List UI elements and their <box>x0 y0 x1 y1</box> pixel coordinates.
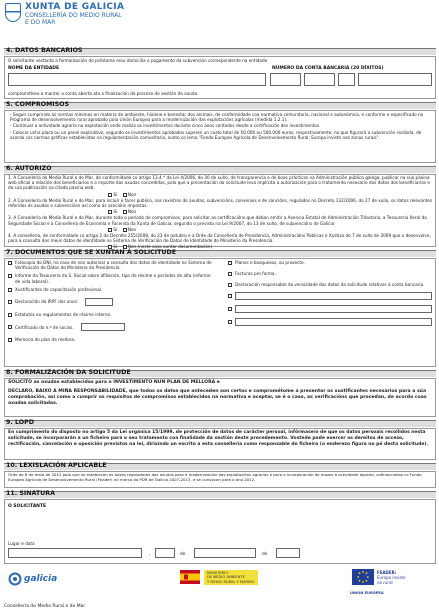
authorization-item: 1. A Consellería do Medio Rural e do Mar, de conformidade co artigo 13.4.* da Lei 4/2006, do 30 de xuño, de transparencia e de boas prácticas na Administración pública galega, publicar na súa páxina web oficial a relación dos beneficiarios e o importe das axudas concedidas, polo que a presentación da solicitude leva implícita a autorización para o tratamento necesario dos datos dos beneficiarios e da súa publicación na citada páxina web. <box>8 175 430 191</box>
doc-statutes-checkbox[interactable] <box>8 313 12 317</box>
galicia-swirl-icon <box>8 572 22 586</box>
place-input[interactable] <box>8 548 142 558</box>
galicia-logo <box>8 572 57 586</box>
section-6-title: 6. AUTORIZO <box>6 165 52 172</box>
authorization-item: 4. A consellería, de conformidade co artigo 2 do Decreto 255/2008, do 23 de outubro e a Orde da Consellería de Presidencia, Administracións Públicas e Xustiza do 7 de xullo de 2009 que o desenvolve, para a consulta dos meus datos de identidade no Sistema de Verificación de Datos de Identidade do Ministerio da Presidencia. <box>8 233 431 244</box>
doc-other-3-checkbox[interactable] <box>228 320 232 324</box>
year-input[interactable] <box>276 548 300 558</box>
document-item <box>8 312 213 317</box>
document-item <box>228 260 432 265</box>
section-11-title: 11. SINATURA <box>6 490 56 497</box>
doc-ss-checkbox[interactable] <box>8 274 12 278</box>
account-number-label: NÚMERO DA CONTA BANCARIA (20 DÍXITOS) <box>272 66 384 71</box>
declaration-statement: DECLARO, BAIXO A MIÑA RESPONSABILIDADE, que todos os datos que anteceden son certos e comprométome a presentar os xustificantes necesarios para a súa comprobación, así como a cumprir os requisitos de compromisos establecidos na normativa e aceptar, se é o caso, as verificacións que procedan, de acordo coas axudas solicitadas. <box>8 389 427 406</box>
document-item <box>8 337 213 342</box>
department-name <box>25 12 122 26</box>
xunta-shield-icon <box>5 3 21 22</box>
auth-1-yes-checkbox[interactable] <box>108 193 112 197</box>
doc-other-1-input[interactable] <box>235 292 432 300</box>
doc-plan-label: Memoria do plan de mellora. <box>15 337 76 343</box>
authorizations-list <box>8 175 432 250</box>
account-office-input[interactable] <box>304 73 335 86</box>
doc-invoices-label: Facturas pro forma. <box>235 271 276 277</box>
no-note-label: Non (neste caso xuntar documentación) <box>127 244 213 250</box>
section-9-band <box>4 420 436 427</box>
lopd-text: En cumprimento do disposto no artigo 5 da Lei orgánica 15/1999, de protección de datos de carácter persoal, infórmase/o de que os datos persoais recollidos nesta solicitude, se incorporarán a un ficheiro para o seu tratamento coa finalidade da xestión deste procedemento. Vostede pode exercer os dereitos de acceso, rectificación, cancelación e oposición previstos na lei, dirixindo un escrito a esta consellería como responsable do ficheiro (o enderezo figura no pé desta solicitude). <box>8 430 429 447</box>
eu-label: UNIÓN EUROPEA <box>350 591 384 595</box>
other-document-row <box>228 318 432 326</box>
ministry-name <box>204 570 258 585</box>
org-name: XUNTA DE GALICIA <box>25 2 125 12</box>
auth-3-no-checkbox[interactable] <box>123 228 127 232</box>
de-separator-2: de <box>262 551 268 556</box>
account-entity-input[interactable] <box>270 73 301 86</box>
authorization-4-text: A consellería, de conformidade co artigo 2 do Decreto 255/2008, do 23 de outubro e a Orde da Consellería de Presidencia, Administracións Públicas e Xustiza do 7 de xullo de 2009 que o desenvolve, para a consulta dos meus datos de identidade no Sistema de Verificación de Datos de Identidade do Ministerio da Presidencia. <box>8 233 431 244</box>
other-document-row <box>228 305 432 313</box>
yes-label: Sí <box>113 209 118 215</box>
no-label: Non <box>127 226 137 232</box>
ministry-line-3: Y MEDIO RURAL Y MARINO <box>207 579 255 584</box>
doc-members-label: Certificado do n.º de socios. <box>15 324 74 330</box>
doc-other-2-input[interactable] <box>235 305 432 313</box>
auth-2-yes-checkbox[interactable] <box>108 210 112 214</box>
no-label: Non <box>127 209 137 215</box>
feader-text <box>377 570 406 585</box>
doc-dni-label: Fotocopia do DNI, no caso de non autorizar a consulta dos datos de identidade no Sistema de Verificación de Datos do Ministerio da Presidencia. <box>15 260 212 271</box>
feader-line-1: FEADER: <box>377 570 397 575</box>
irpf-years-input[interactable] <box>85 298 113 306</box>
spain-coat-of-arms-icon <box>180 570 200 584</box>
bank-note: comprométese a manter a conta aberta ata a finalización do proceso de xestión da axuda. <box>8 91 199 96</box>
auth-2-no-checkbox[interactable] <box>123 210 127 214</box>
members-input[interactable] <box>81 323 125 331</box>
doc-plan-checkbox[interactable] <box>8 338 12 342</box>
bank-intro: O solicitante vostanta a formalización do préstamo e/ou domicilia o pagamento da subvención correspondente na entidade <box>8 58 268 63</box>
account-number-input[interactable] <box>358 73 433 86</box>
authorization-2-options <box>8 209 432 214</box>
doc-dni-checkbox[interactable] <box>8 261 12 265</box>
doc-training-checkbox[interactable] <box>8 288 12 292</box>
documents-right-column <box>228 260 432 326</box>
document-item <box>8 273 213 283</box>
commitment-item: - Continuar a actividade agraria na explotación onde realiza os investimentos durante cinco anos contados desde a certificación dos investimentos. <box>10 123 432 128</box>
feader-line-3: no rural <box>377 580 393 585</box>
document-item <box>228 282 432 287</box>
documents-left-column <box>8 260 213 342</box>
section-11-band <box>4 491 436 498</box>
authorization-3-options <box>8 227 432 232</box>
doc-irpf-checkbox[interactable] <box>8 300 12 304</box>
document-item <box>228 271 432 276</box>
section-10-title: 10. LEXISLACIÓN APLICABLE <box>6 462 107 469</box>
auth-3-yes-checkbox[interactable] <box>108 228 112 232</box>
commitments-list <box>8 112 432 140</box>
account-number-fields <box>270 73 432 86</box>
request-statement: SOLICITO as axudas establecidas para o INVESTIMENTO NUN PLAN DE MELLORA e <box>8 380 220 385</box>
section-8-title: 8. FORMALIZACIÓN DA SOLICITUDE <box>6 369 131 376</box>
document-item <box>8 260 213 270</box>
doc-members-checkbox[interactable] <box>8 325 12 329</box>
feader-line-2: Europa inviste <box>377 575 406 580</box>
account-dc-input[interactable] <box>338 73 355 86</box>
yes-label: Sí <box>113 226 118 232</box>
yes-label: Sí <box>113 244 118 250</box>
authorization-2-text: A Consellería do Medio Rural e do Mar, para incluír e facer público, nos rexistros de axudas, subvencións, convenios e de sancións, regulados no Decreto 132/2006, do 27 de xullo, os datos relevantes referidos ás axudas e subvencións así como ás sancións impostas. <box>8 197 433 209</box>
comma-separator: , <box>149 551 151 556</box>
other-document-row <box>228 292 432 300</box>
place-date-label: Lugar e data <box>8 541 35 546</box>
section-5-title: 5. COMPROMISOS <box>6 101 70 108</box>
section-6-band <box>4 166 436 173</box>
document-item <box>8 323 213 331</box>
doc-declaration-label: Declaración responsable da veracidade dos datos da solicitude relativos á conta bancaria. <box>235 282 425 288</box>
ministry-logo <box>180 570 258 585</box>
authorization-3-text: A Consellería do Medio Rural e do Mar, durante todo o período de compromisos, para solicitar as certificacións que deban emitir a Axencia Estatal de Administración Tributaria, a Tesourería Xeral da Seguridade Social e a Consellería de Economía e Facenda da Xunta de Galicia, segundo o previsto na Lei 9/2007, do 13 de xuño, de subvencións de Galicia <box>8 215 427 226</box>
month-input[interactable] <box>194 548 256 558</box>
footer-address: Consellería do Medio Rural e do Mar <box>4 604 86 609</box>
authorization-item: 2. A Consellería do Medio Rural e do Mar, para incluír e facer público, nos rexistros de axudas, subvencións, convenios e de sancións, regulados no Decreto 132/2006, do 27 de xullo, os datos relevantes referidos ás axudas e subvencións así como ás sancións impostas. <box>8 197 433 209</box>
doc-training-label: Xustificantes de capacitación profesional. <box>15 286 103 292</box>
authorization-1-options <box>8 192 432 197</box>
doc-other-3-input[interactable] <box>235 318 432 326</box>
document-item <box>8 287 213 292</box>
eu-flag-icon <box>352 569 374 585</box>
de-separator-1: de <box>180 551 186 556</box>
doc-ss-label: Informe da Tesourería da S. Social sobre afiliación, tipo de réxime e períodos de alta (informe de vida laboral). <box>15 273 211 284</box>
doc-declaration-checkbox[interactable] <box>228 283 232 287</box>
auth-1-no-checkbox[interactable] <box>123 193 127 197</box>
section-9-title: 9. LOPD <box>6 419 34 426</box>
commitment-item: - Colocar unha placa ou un panel explicativo, segundo os investimentos aprobados superen un custo total de 50.000 ou 500.000 euros, respectivamente, no que figurará a subvención recibida, de acordo cos normas gráficas establecidas na regulamentación comunitaria, xunto co lema "Fondo Europeo Agrícola de Desenvolvemento Rural: Europa inviste nas zonas rurais". <box>10 130 432 140</box>
legislation-text: Orde do 8 de maio de 2012 pola que se establecen as bases reguladoras das axudas para a modernización das explotacións agrarias e para a incorporación de mozos á actividade agraria, cofinanciadas co Fondo Europeo Agrícola de Desenvolvemento Rural (Feader) no marco do PDR de Galicia 2007-2013, e se convocan para o ano 2012. <box>8 472 422 482</box>
document-item <box>8 298 213 306</box>
section-7-title: 7. DOCUMENTOS QUE SE XUNTAN Á SOLICITUDE <box>6 249 177 256</box>
dept-line-1: CONSELLERÍA DO MEDIO RURAL <box>25 12 122 19</box>
signature-area[interactable] <box>8 511 432 535</box>
dept-line-2: E DO MAR <box>25 19 56 26</box>
doc-plans-checkbox[interactable] <box>228 261 232 265</box>
bank-name-input[interactable] <box>8 73 266 86</box>
doc-statutes-label: Estatutos ou regulamentos de réxime interno. <box>15 312 112 318</box>
commitment-item: - Seguir cumprindo as normas mínimas en materia de ambiente, hixiene e benestar dos animais, de conformidade coa normativa comunitaria, nacional e autonómica, e conforme o especificado no Programa de desenvolvemento rural aprobado pola Unión Europea para a modernización das explotacións agrícolas (medida 1.2.1). <box>10 112 432 122</box>
doc-irpf-label: Declaración do IRPF dos anos: <box>15 299 79 305</box>
day-input[interactable] <box>155 548 175 558</box>
yes-label: Sí <box>113 191 118 197</box>
ministry-line-1: MINISTERIO <box>207 571 229 575</box>
authorization-1-text: A Consellería do Medio Rural e do Mar, de conformidade co artigo 13.4.* da Lei 4/2006, do 30 de xuño, de transparencia e de boas prácticas na Administración pública galega, publicar na súa páxina web oficial a relación dos beneficiarios e o importe das axudas concedidas, polo que a presentación da solicitude leva implícita a autorización para o tratamento necesario dos datos dos beneficiarios e da súa publicación na citada páxina web. <box>8 175 430 191</box>
section-4-title: 4. DATOS BANCARIOS <box>6 47 83 54</box>
doc-plans-label: Planos e bosquexos, ou proxecto. <box>235 260 305 265</box>
ministry-line-2: DE MEDIO AMBIENTE <box>207 575 245 580</box>
bank-name-label: NOME DA ENTIDADE <box>8 66 60 71</box>
no-label: Non <box>127 191 137 197</box>
doc-other-2-checkbox[interactable] <box>228 307 232 311</box>
authorization-item: 3. A Consellería do Medio Rural e do Mar, durante todo o período de compromisos, para solicitar as certificacións que deban emitir a Axencia Estatal de Administración Tributaria, a Tesourería Xeral da Seguridade Social e a Consellería de Economía e Facenda da Xunta de Galicia, segundo o previsto na Lei 9/2007, do 13 de xuño, de subvencións de Galicia <box>8 215 427 226</box>
doc-other-1-checkbox[interactable] <box>228 294 232 298</box>
galicia-logo-text: galicia <box>24 574 58 584</box>
doc-invoices-checkbox[interactable] <box>228 272 232 276</box>
signer-label: O SOLICITANTE <box>8 504 47 509</box>
